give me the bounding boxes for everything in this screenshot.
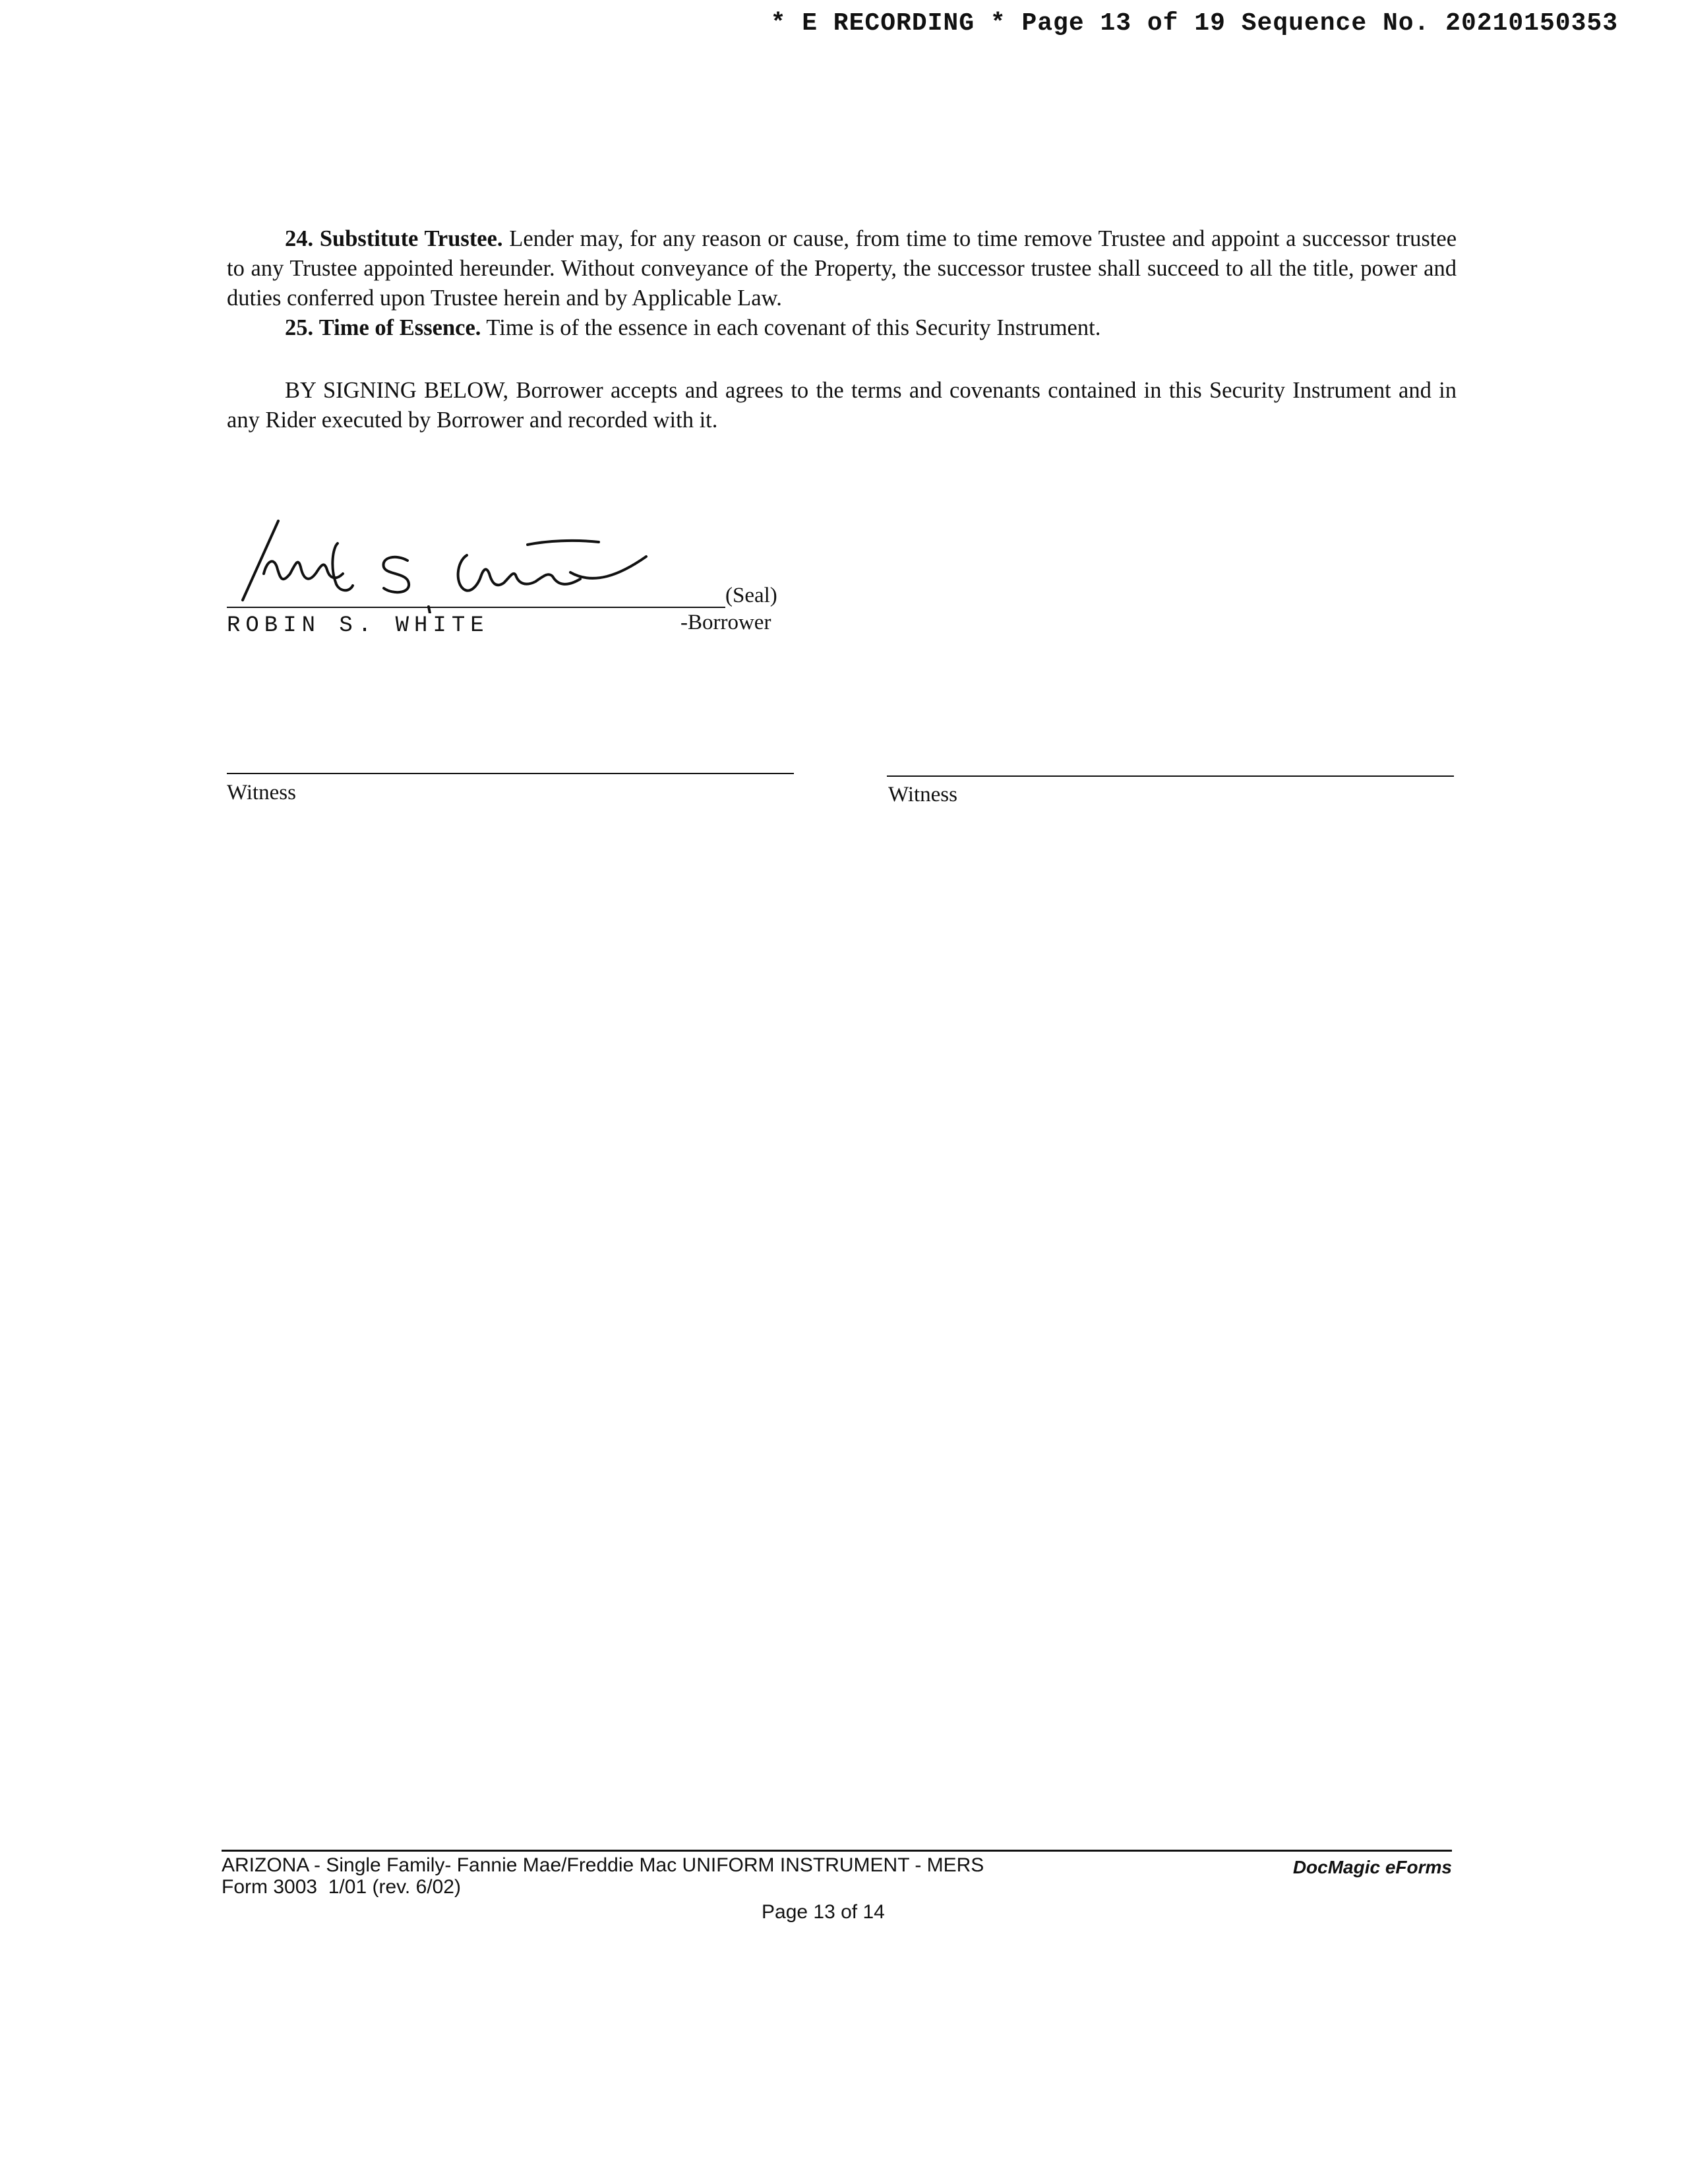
paragraph-24-heading: Substitute Trustee.	[319, 226, 503, 251]
witness-label-2: Witness	[888, 783, 957, 806]
recording-stamp: * E RECORDING * Page 13 of 19 Sequence No. 20210150353	[770, 9, 1618, 38]
signing-statement: BY SIGNING BELOW, Borrower accepts and agrees to the terms and covenants contained in this Security Instrument and in any Rider executed by Borrower and recorded with it.	[227, 378, 1457, 433]
borrower-signature	[237, 501, 765, 613]
witness-signature-line-1	[227, 773, 794, 774]
footer-rule	[222, 1850, 1452, 1852]
borrower-name: ROBIN S. WHITE	[227, 613, 489, 638]
paragraph-25-number: 25.	[285, 315, 314, 340]
borrower-signature-line	[227, 607, 725, 608]
footer-form-title: ARIZONA - Single Family- Fannie Mae/Freddie Mac UNIFORM INSTRUMENT - MERS	[222, 1854, 984, 1876]
footer-form-number: Form 3003 1/01 (rev. 6/02)	[222, 1876, 461, 1898]
footer-page-indicator: Page 13 of 14	[762, 1901, 885, 1923]
seal-label: (Seal)	[725, 584, 777, 607]
paragraph-25-heading: Time of Essence.	[318, 315, 481, 340]
paragraph-25	[227, 313, 1457, 343]
paragraph-25-text: Time is of the essence in each covenant of this Security Instrument.	[486, 315, 1101, 340]
paragraph-24	[227, 224, 1457, 313]
paragraph-24-number: 24.	[285, 226, 314, 251]
docmagic-logo: DocMagic eForms	[1292, 1857, 1452, 1877]
witness-label-1: Witness	[227, 781, 296, 804]
borrower-role-label: -Borrower	[680, 611, 771, 634]
paragraph-24-text: Lender may, for any reason or cause, from time to time remove Trustee and appoint a successor trustee to any Trustee appointed hereunder. Without conveyance of the Property, the successor trustee shall succeed to all the title, power and duties conferred upon Trustee herein and by Applicable Law.	[227, 226, 1457, 311]
witness-signature-line-2	[887, 775, 1454, 777]
